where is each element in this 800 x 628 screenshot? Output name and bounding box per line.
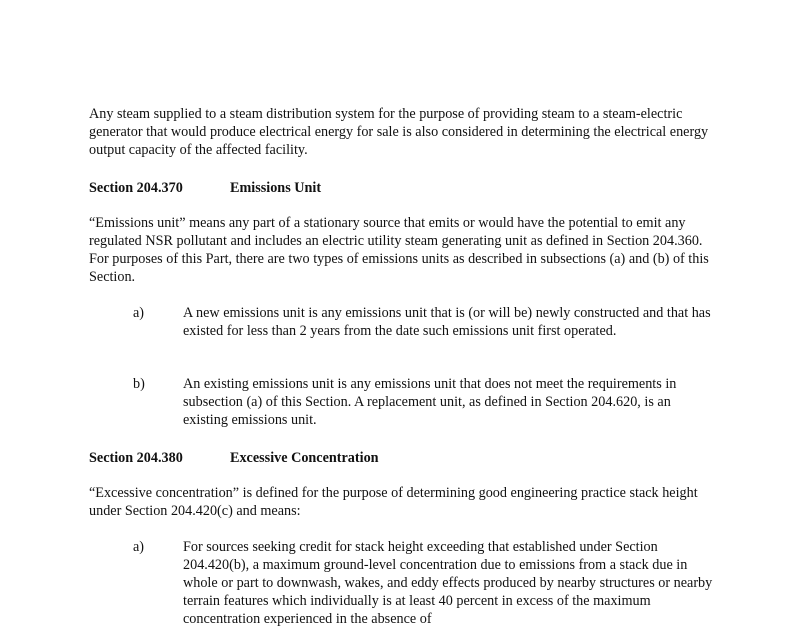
item-text: A new emissions unit is any emissions unit that is (or will be) newly constructed and that has existed for less than 2 years from the date such emissions unit first operated. (183, 305, 711, 339)
excessive-concentration-definition: “Excessive concentration” is defined for the purpose of determining good engineering practice stack height under Section 204.420(c) and means: (89, 485, 698, 519)
section-title: Emissions Unit (230, 180, 322, 196)
item-label: a) (133, 539, 145, 555)
intro-paragraph: Any steam supplied to a steam distribution system for the purpose of providing steam to a steam-electric generator that would produce electrical energy for sale is also considered in determining the electrical energy output capacity of the affected facility. (89, 106, 709, 158)
section-number: Section 204.380 (89, 450, 183, 466)
item-text: For sources seeking credit for stack height exceeding that established under Section 204.420(b), a maximum ground-level concentration due to emissions from a stack due in whole or part to downwash, wakes, and eddy effects produced by nearby structures or nearby terrain features which individually is at least 40 percent in excess of the maximum concentration experienced in the absence of (183, 539, 713, 627)
section-heading-204-380 (89, 449, 719, 467)
item-label: b) (133, 376, 145, 392)
section-number: Section 204.370 (89, 180, 183, 196)
emissions-unit-definition: “Emissions unit” means any part of a stationary source that emits or would have the potential to emit any regulated NSR pollutant and includes an electric utility steam generating unit as defined in Section 204.360. For purposes of this Part, there are two types of emissions units as described in subsections (a) and (b) of this Section. (89, 215, 709, 285)
item-label: a) (133, 305, 145, 321)
section-heading-204-370 (89, 179, 719, 197)
section-title: Excessive Concentration (230, 450, 379, 466)
item-text: An existing emissions unit is any emissions unit that does not meet the requirements in subsection (a) of this Section. A replacement unit, as defined in Section 204.620, is an existing emissions unit. (183, 376, 677, 428)
